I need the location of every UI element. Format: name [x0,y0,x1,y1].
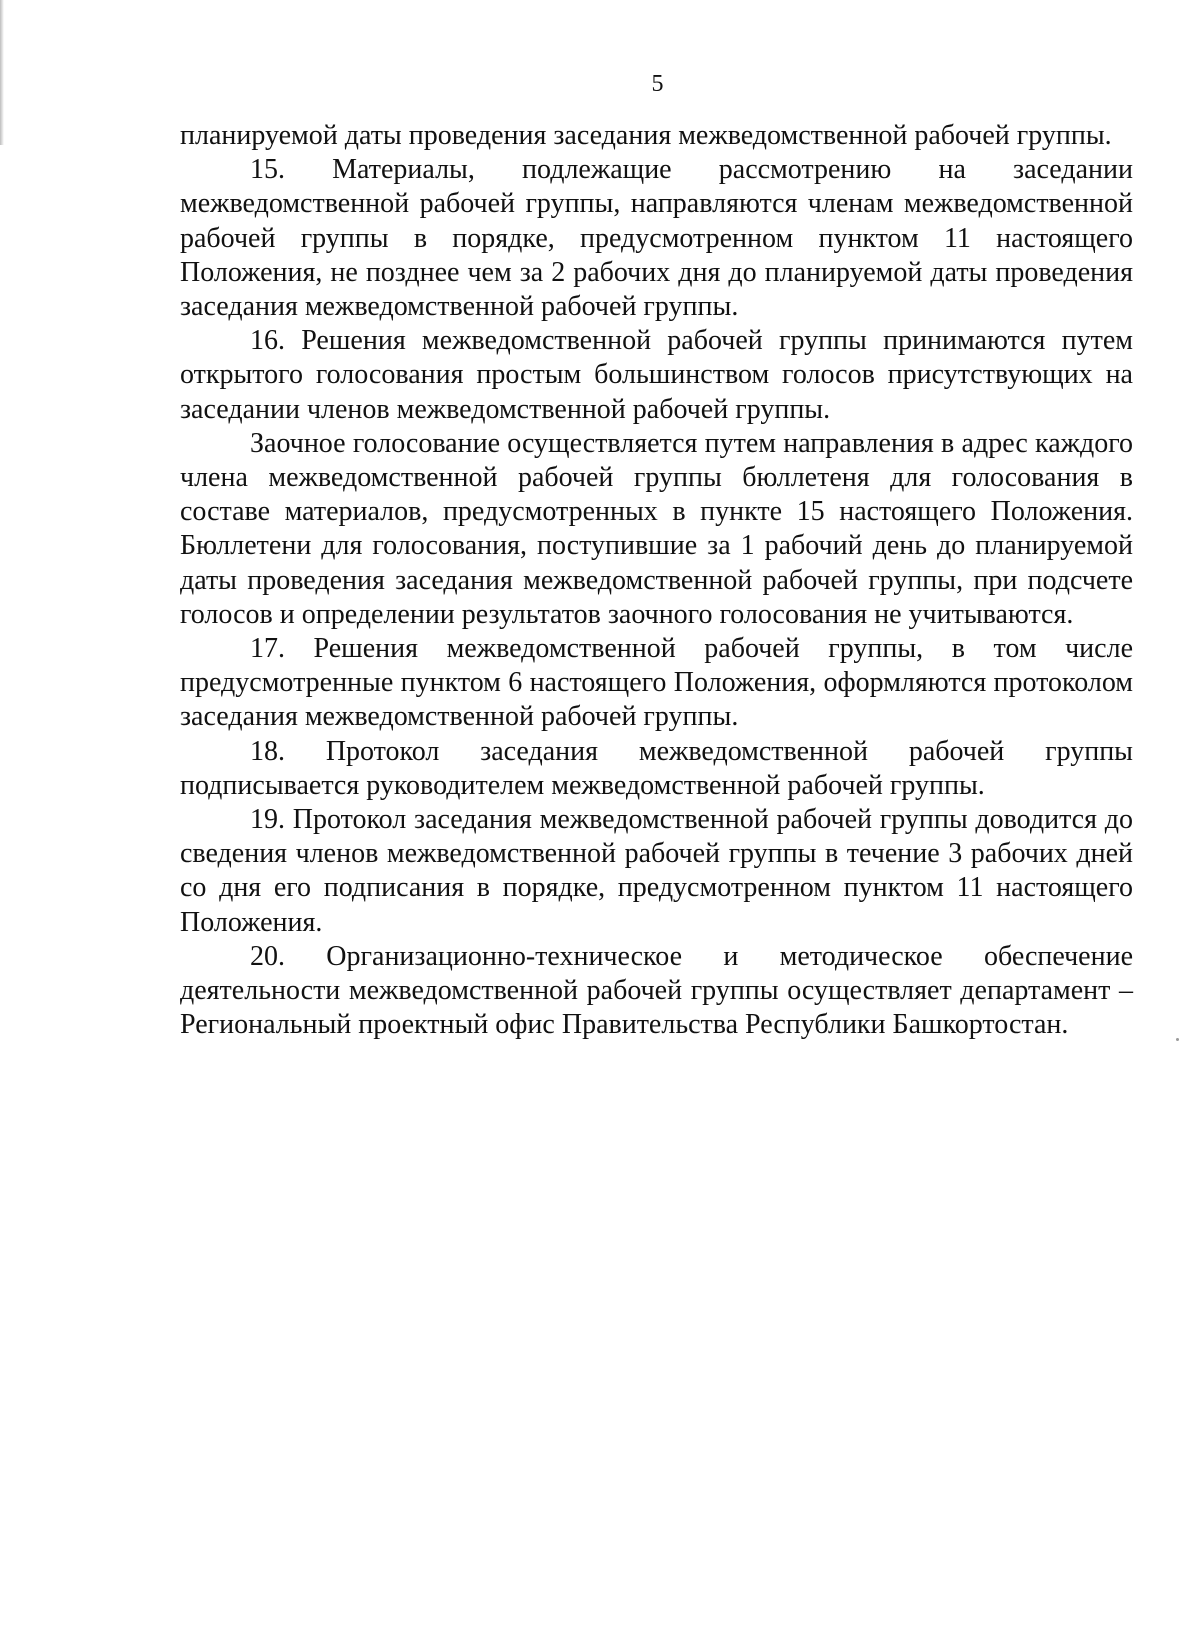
paragraph-item-16-absentee-voting: Заочное голосование осуществляется путем направления в адрес каждого члена межведомственной рабочей группы бюллетеня для голосования в составе материалов, предусмотренных в пункте 15 настоящего Положения. Бюллетени для голосования, поступившие за 1 рабочий день до планируемой даты проведения заседания межведомственной рабочей группы, при подсчете голосов и определении результатов заочного голосования не учитываются. [180,427,1133,630]
scan-speck [1176,1038,1179,1041]
paragraph-continuation: планируемой даты проведения заседания межведомственной рабочей группы. [180,120,1112,151]
paragraph-item-17: 17. Решения межведомственной рабочей группы, в том числе предусмотренные пунктом 6 настоящего Положения, оформляются протоколом заседания межведомственной рабочей группы. [180,633,1133,733]
page-number: 5 [651,71,664,97]
document-body [180,119,1133,1042]
paragraph-item-15: 15. Материалы, подлежащие рассмотрению на заседании межведомственной рабочей группы, направляются членам межведомственной рабочей группы в порядке, предусмотренном пунктом 11 настоящего Положения, не позднее чем за 2 рабочих дня до планируемой даты проведения заседания межведомственной рабочей группы. [180,154,1133,323]
paragraph-item-16: 16. Решения межведомственной рабочей группы принимаются путем открытого голосования простым большинством голосов присутствующих на заседании членов межведомственной рабочей группы. [180,325,1133,425]
paragraph-item-19: 19. Протокол заседания межведомственной рабочей группы доводится до сведения членов межведомственной рабочей группы в течение 3 рабочих дней со дня его подписания в порядке, предусмотренном пунктом 11 настоящего Положения. [180,804,1133,938]
paragraph-item-18: 18. Протокол заседания межведомственной рабочей группы подписывается руководителем межведомственной рабочей группы. [180,735,1133,801]
paragraph-item-20: 20. Организационно-техническое и методическое обеспечение деятельности межведомственной рабочей группы осуществляет департамент – Региональный проектный офис Правительства Республики Башкортостан. [180,940,1133,1041]
